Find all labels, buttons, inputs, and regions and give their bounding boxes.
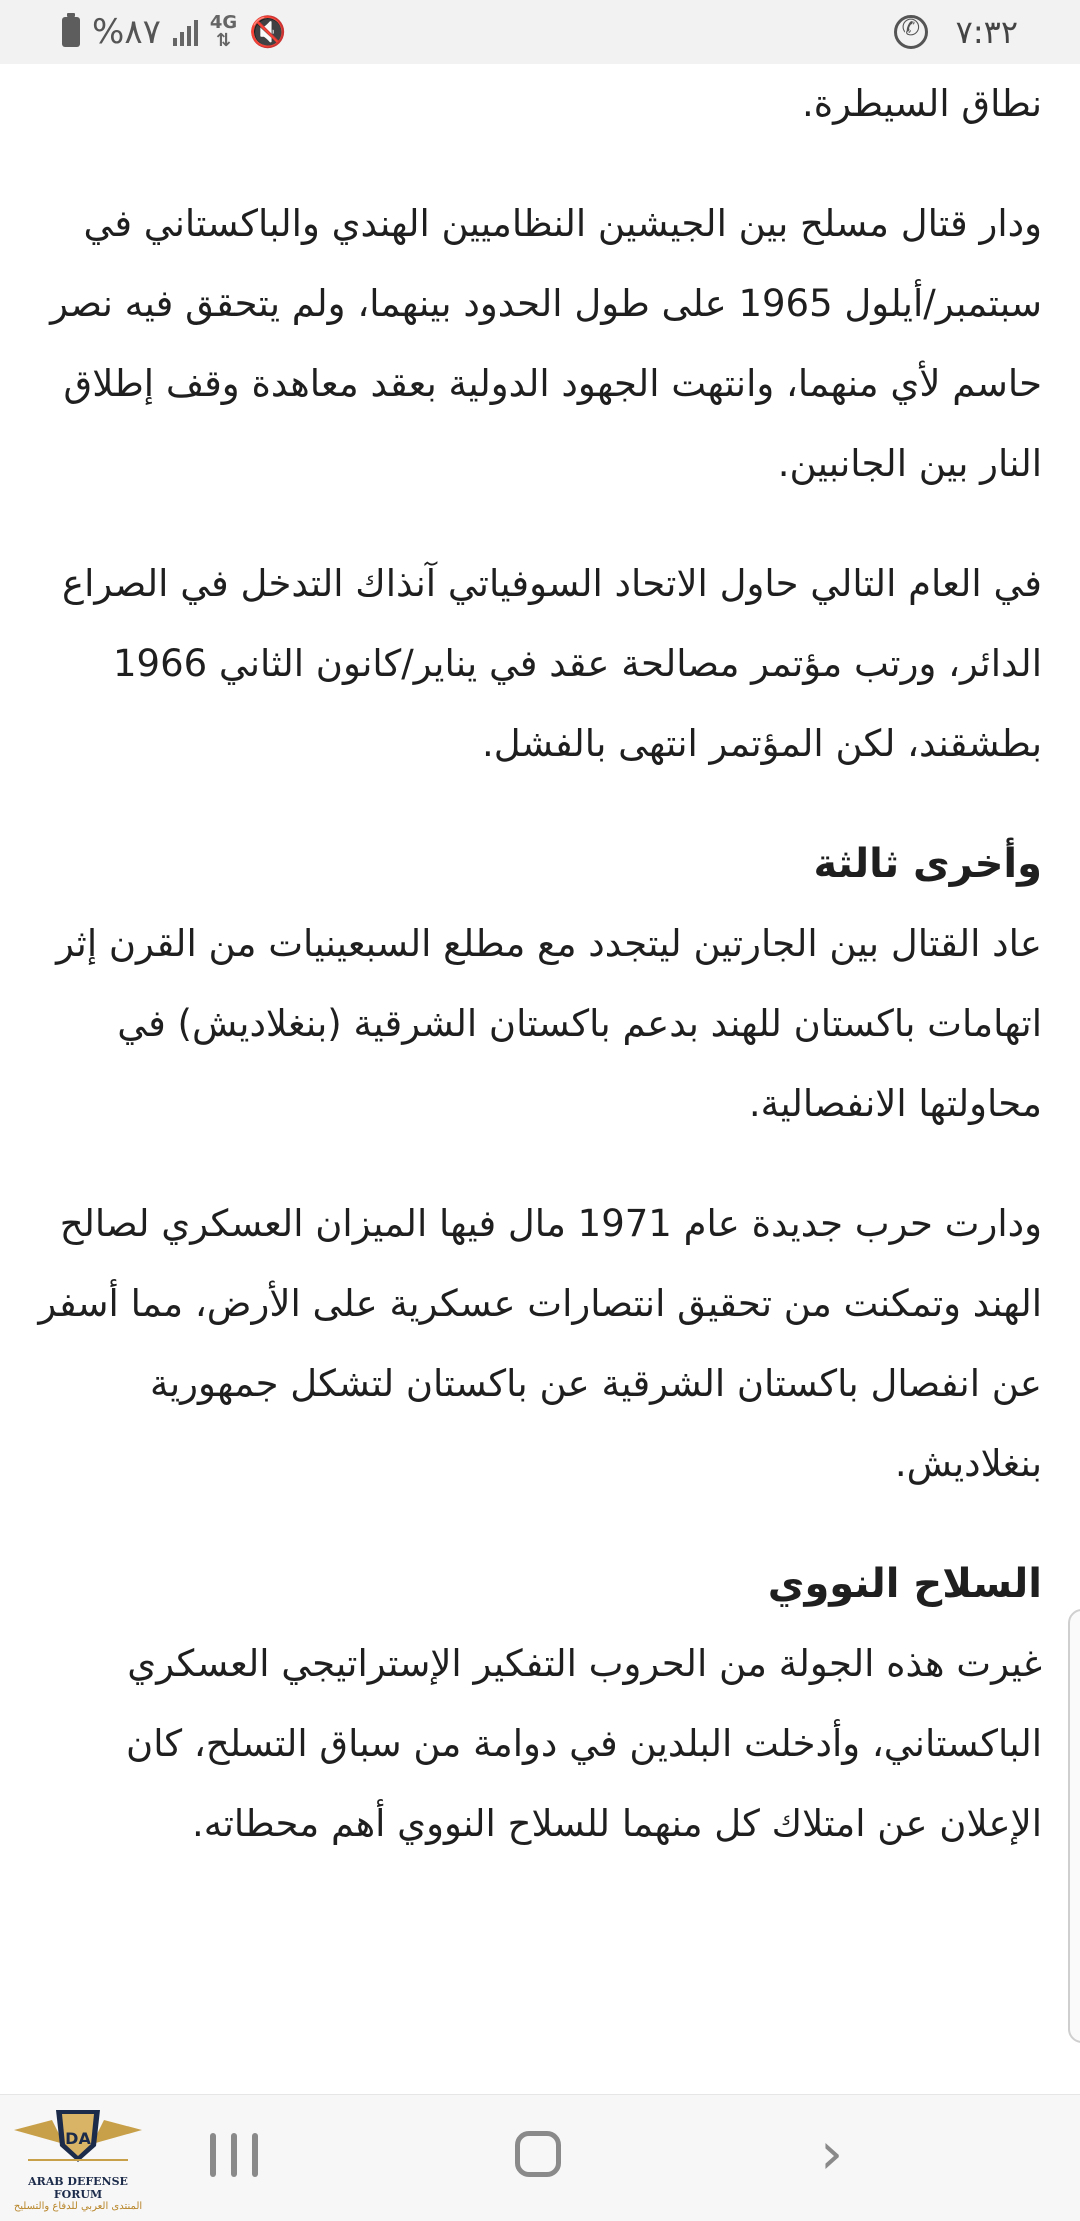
- signal-icon: [173, 18, 198, 46]
- logo-initials: DA: [65, 2129, 91, 2148]
- paragraph: ودارت حرب جديدة عام 1971 مال فيها الميزان العسكري لصالح الهند وتمكنت من تحقيق انتصارات عسكرية على الأرض، مما أسفر عن انفصال باكستان الشرقية عن باكستان لتشكل جمهورية بنغلاديش.: [38, 1202, 1042, 1485]
- paragraph: غيرت هذه الجولة من الحروب التفكير الإستراتيجي العسكري الباكستاني، وأدخلت البلدين في دوامة من سباق التسلح، كان الإعلان عن امتلاك كل منهما للسلاح النووي أهم محطاته.: [126, 1642, 1042, 1845]
- mute-icon: 🔇: [249, 14, 287, 50]
- network-type: 4G ⇅: [209, 12, 238, 51]
- clock: ٧:٣٢: [955, 13, 1018, 51]
- home-button[interactable]: [515, 2131, 561, 2177]
- back-button[interactable]: ›: [820, 2119, 844, 2187]
- paragraph: في العام التالي حاول الاتحاد السوفياتي آنذاك التدخل في الصراع الدائر، ورتب مؤتمر مصالحة عقد في يناير/كانون الثاني 1966 بطشقند، لكن المؤتمر انتهى بالفشل.: [62, 562, 1042, 765]
- recents-button[interactable]: [210, 2133, 258, 2181]
- paragraph: نطاق السيطرة.: [801, 82, 1042, 125]
- paragraph: عاد القتال بين الجارتين ليتجدد مع مطلع السبعينيات من القرن إثر اتهامات باكستان للهند بدعم باكستان الشرقية (بنغلاديش) في محاولتها الانفصالية.: [56, 922, 1042, 1125]
- eagle-emblem-icon: [4, 2100, 152, 2184]
- logo-arabic-text: المنتدى العربي للدفاع والتسليح: [13, 2201, 143, 2212]
- navigation-bar: [0, 2094, 1080, 2221]
- edge-panel-handle[interactable]: [1068, 1609, 1080, 2043]
- article-body: [32, 64, 1042, 1904]
- article-view[interactable]: [0, 64, 1080, 2094]
- section-heading: وأخرى ثالثة: [813, 841, 1042, 887]
- section-heading: السلاح النووي: [767, 1561, 1042, 1607]
- whatsapp-icon: [894, 15, 928, 49]
- status-left: [62, 12, 287, 52]
- paragraph: ودار قتال مسلح بين الجيشين النظاميين الهندي والباكستاني في سبتمبر/أيلول 1965 على طول الحدود بينهما، ولم يتحقق فيه نصر حاسم لأي منهما، وانتهت الجهود الدولية بعقد معاهدة وقف إطلاق النار بين الجانبين.: [50, 202, 1042, 485]
- status-right: [894, 12, 1018, 52]
- battery-percent: %٨٧: [92, 12, 161, 52]
- battery-icon: [62, 17, 80, 47]
- logo-english-text: ARAB DEFENSE FORUM: [28, 2175, 128, 2201]
- status-bar: [0, 0, 1080, 64]
- forum-watermark-logo: [4, 2100, 152, 2218]
